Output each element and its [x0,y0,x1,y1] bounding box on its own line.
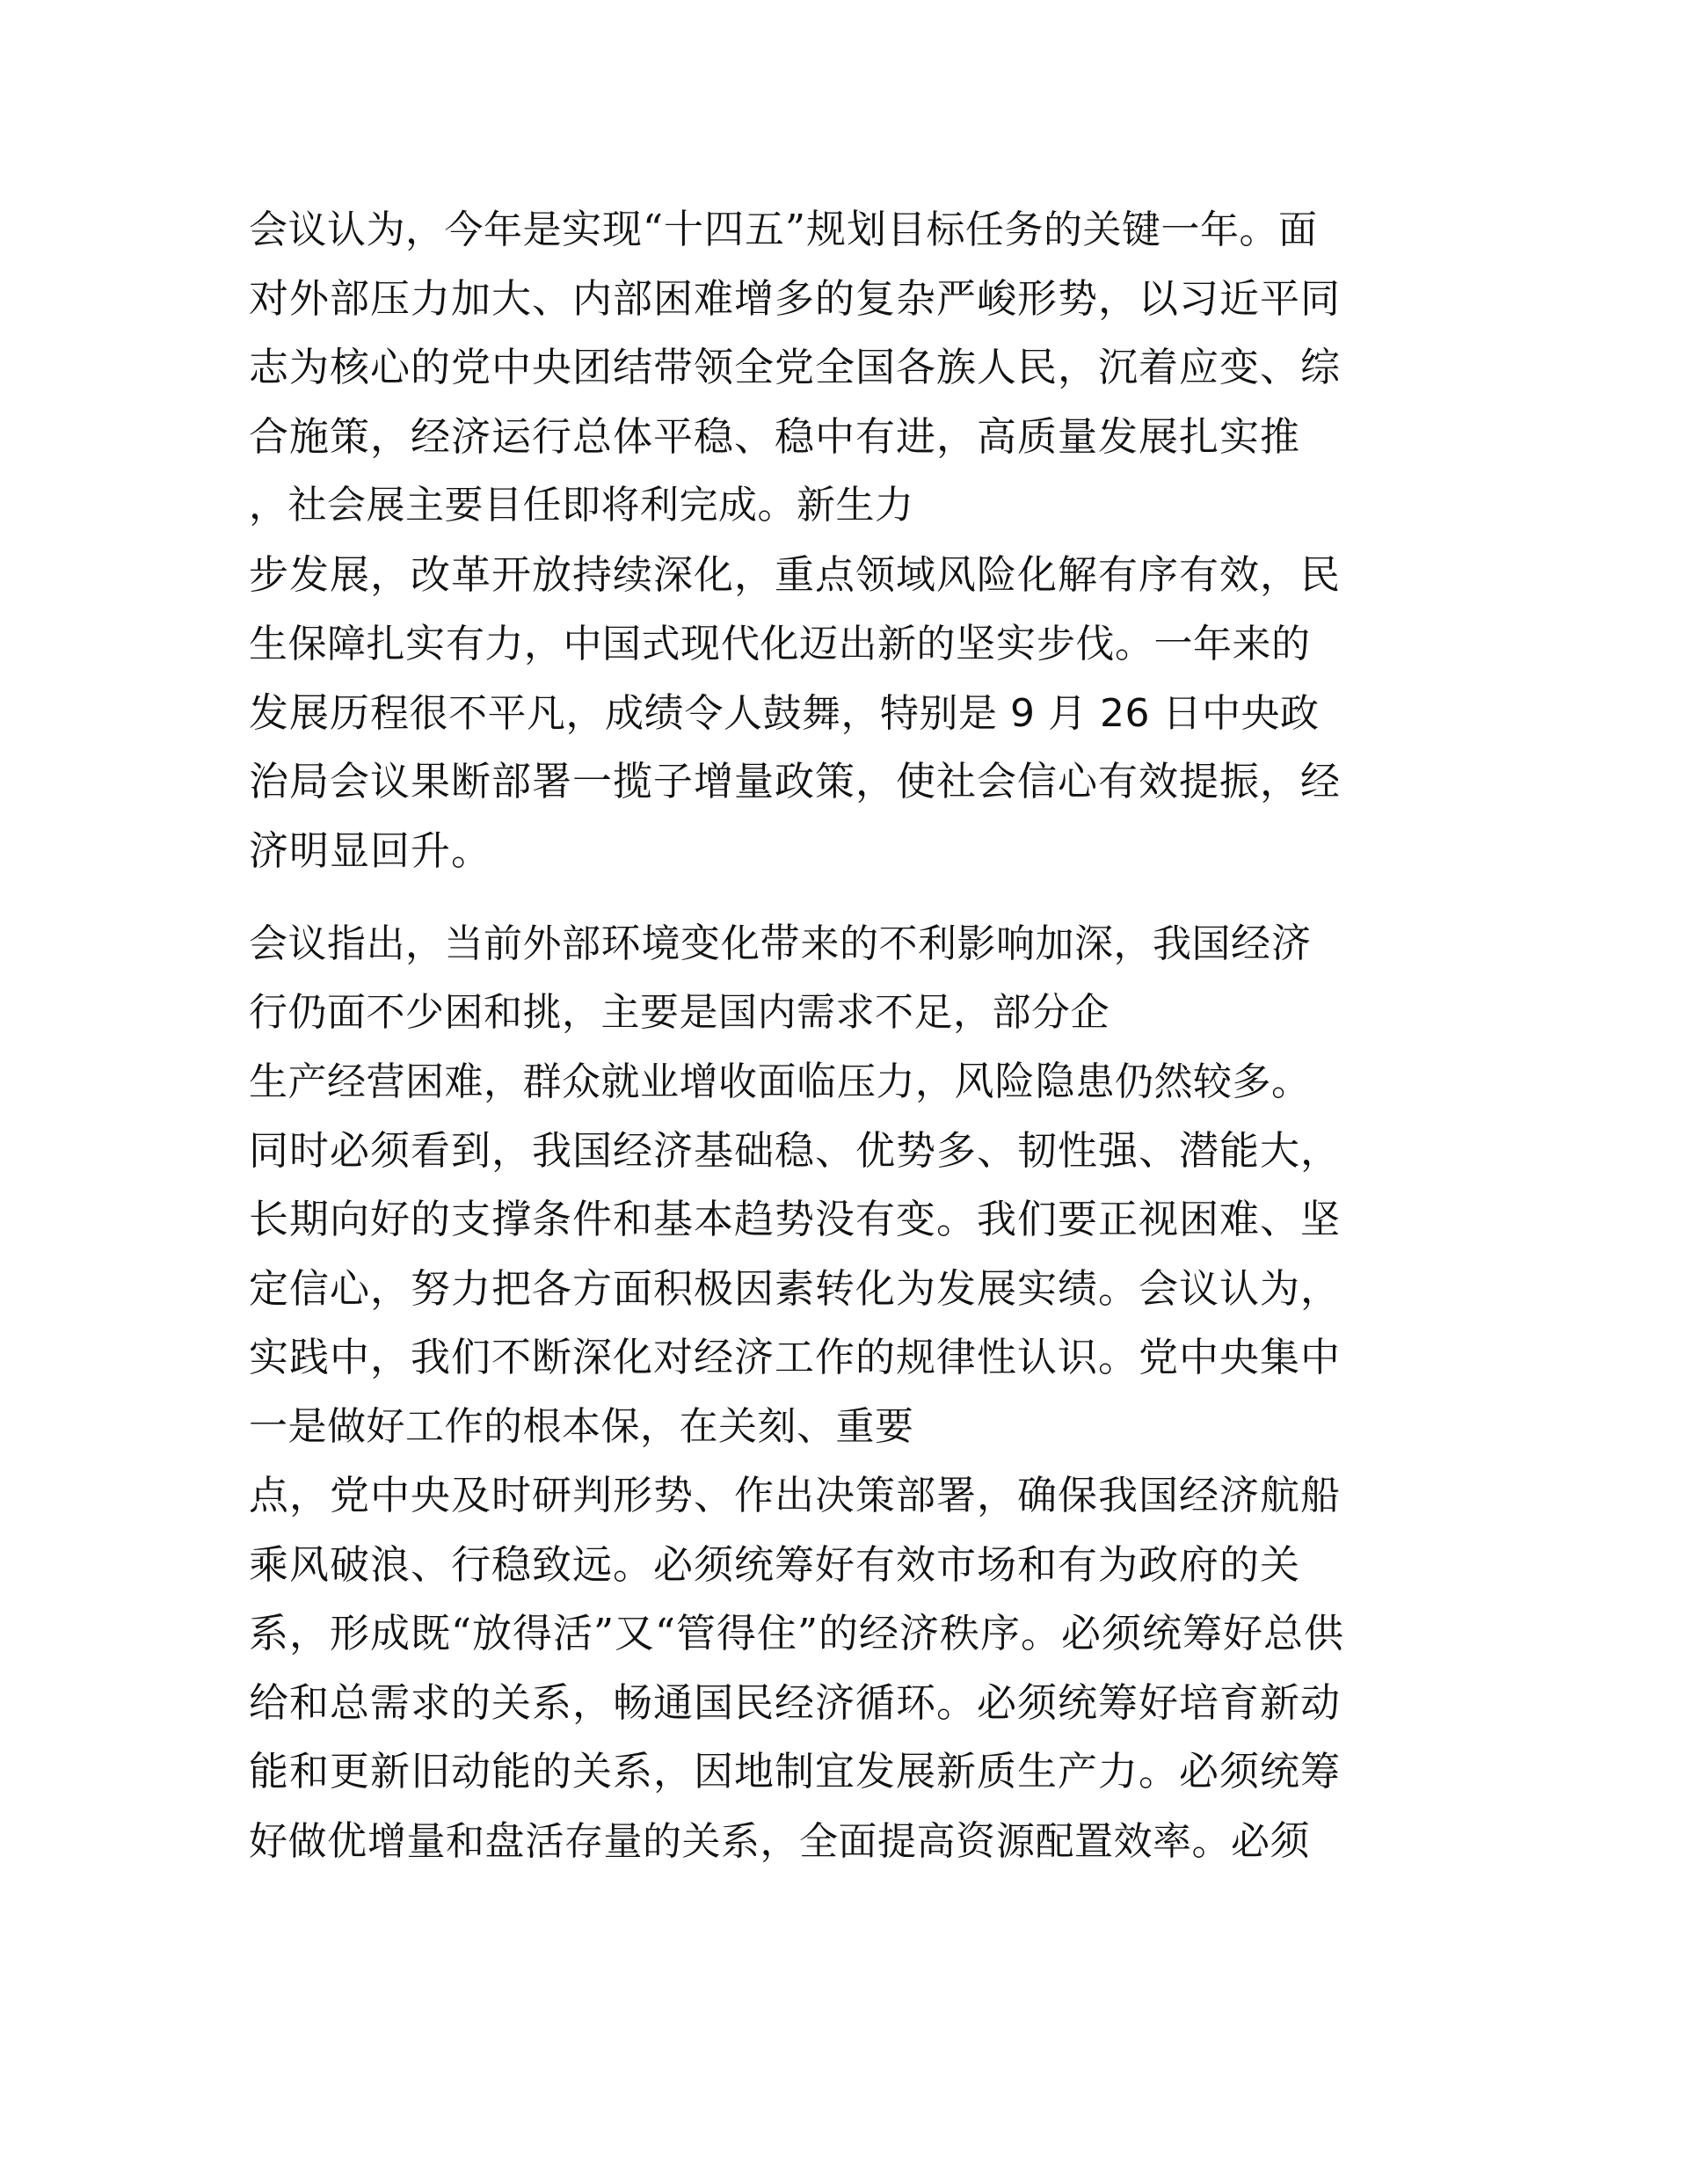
text-line [249,541,1444,610]
text-line [249,471,1444,541]
text-line [249,1807,1444,1876]
text-segment: 风险隐 [954,1058,1076,1104]
text-segment: 给和总需求的关系，畅通国民经济循环。必须统筹好培育新动 [249,1678,1342,1726]
text-line [249,1737,1444,1807]
text-segment: 行仍面不少困和挑，主要是国内需求不足，部分企 [249,989,1110,1035]
text-segment: 压力， [837,1059,955,1104]
text-line [249,679,1444,748]
text-segment: 系，形成既“放得活”又“管得住”的经济秩序。必须统筹好总供 [249,1610,1345,1656]
text-line [249,1323,1444,1393]
text-line [249,747,1444,817]
text-segment: 须 [1270,1816,1311,1864]
text-segment: 合施策，经济运行总体平稳、稳中有进，高质量发展扎实推 [249,412,1301,460]
text-segment: 实 [405,620,447,666]
text-segment: 化 [721,921,760,966]
text-segment: 目标任务的关键一年。面 [887,207,1318,252]
text-line [249,1461,1444,1531]
text-segment: 环 [600,920,642,966]
text-segment: 步伐。一年来的 [1037,622,1311,666]
text-line [249,195,1444,265]
text-segment: 点，党中央及时研判形势、作出决策部署，确保我国经济航船 [249,1472,1342,1518]
text-segment: 生产经营困难，群众就业增收面 [249,1059,797,1104]
text-segment: 代化迈出新的 [721,622,957,666]
text-line [249,1047,1444,1117]
text-segment: 盘 [484,1816,526,1864]
text-segment: 能和更新旧动能的关系，因地制宜发展新质生产力。必须统筹 [249,1748,1342,1795]
text-segment: 带 [760,920,801,966]
text-segment: 坚实 [956,620,1037,666]
text-segment: 对外部压力加大、内部困难增多的复杂严峻形势，以习近平同 [249,274,1342,322]
text-segment: 长期向好的支撑条件和基本趋势没有变。我们要正视困难、坚 [249,1196,1342,1242]
text-segment: 乘风破浪、行稳致远。必须统筹好有效市场和有为政府的关 [249,1540,1301,1588]
text-line [249,1531,1444,1600]
text-segment: 步发展，改革开放持续深化，重点领域风险化解有序有效，民 [249,550,1342,598]
text-segment: 资 [956,1816,997,1864]
text-line [249,1117,1444,1186]
text-segment: 实现“十四五”规划 [562,206,888,252]
text-line [249,265,1444,334]
text-segment: 志为核心的党中央团结带领全党全国各族人民，沉着应变、综 [249,344,1342,390]
text-segment: 现 [680,620,722,666]
text-segment: 临 [797,1058,838,1104]
text-segment: 会议认为，今年是 [249,207,562,252]
text-line [249,817,1444,886]
text-segment: 源配置效率。必 [996,1818,1270,1864]
paragraph-2 [249,909,1444,1875]
text-segment: 境 [641,921,681,966]
text-segment: 绩 [644,688,685,736]
text-line [249,403,1444,472]
text-segment: 会议指出，当前外部 [249,921,601,966]
text-segment: 来的不利影响加深，我国 [800,921,1232,966]
text-line [249,1599,1444,1669]
text-segment: 患仍然较多。 [1075,1059,1311,1104]
text-segment: 一是做好工作的根本保，在关刻、重要 [249,1403,914,1449]
text-segment: 实践中，我们不断深化对经济工作的规律性认识。党中央集中 [249,1334,1342,1380]
text-line [249,1669,1444,1738]
text-segment: 变 [680,920,722,966]
text-segment: 经济 [1231,920,1313,966]
text-segment: 优 [327,1816,368,1864]
text-segment: 治局会议果断部署一揽子增量政策，使社会信心有效提振，经 [249,758,1342,804]
text-segment: 发展历 [249,688,371,736]
text-segment: 程很不平凡，成 [370,690,644,736]
text-segment: 有力，中国式 [446,622,681,666]
text-line [249,1393,1444,1462]
text-segment: ，社会展主要目任即将利完成。新生力 [249,483,914,528]
text-line [249,1185,1444,1255]
text-segment: 定信心，努力把各方面积极因素转化为发展实绩。会议认为， [249,1264,1342,1312]
text-segment: 活存量的关系，全面提高 [525,1818,957,1864]
text-segment: 令人鼓舞，特别是 9 月 26 日中央政 [684,690,1320,736]
text-segment: 同时必须看到，我国经济基础稳、优势多、韧性强、潜能大， [249,1126,1342,1174]
text-segment: 生保障扎 [249,622,405,666]
paragraph-1 [249,195,1444,885]
text-line [249,1255,1444,1324]
text-segment: 增量和 [367,1818,485,1864]
text-segment: 好做 [249,1818,327,1864]
text-line [249,333,1444,403]
text-line [249,979,1444,1048]
text-segment: 济明显回升。 [249,826,492,874]
text-line [249,909,1444,979]
text-line [249,609,1444,679]
